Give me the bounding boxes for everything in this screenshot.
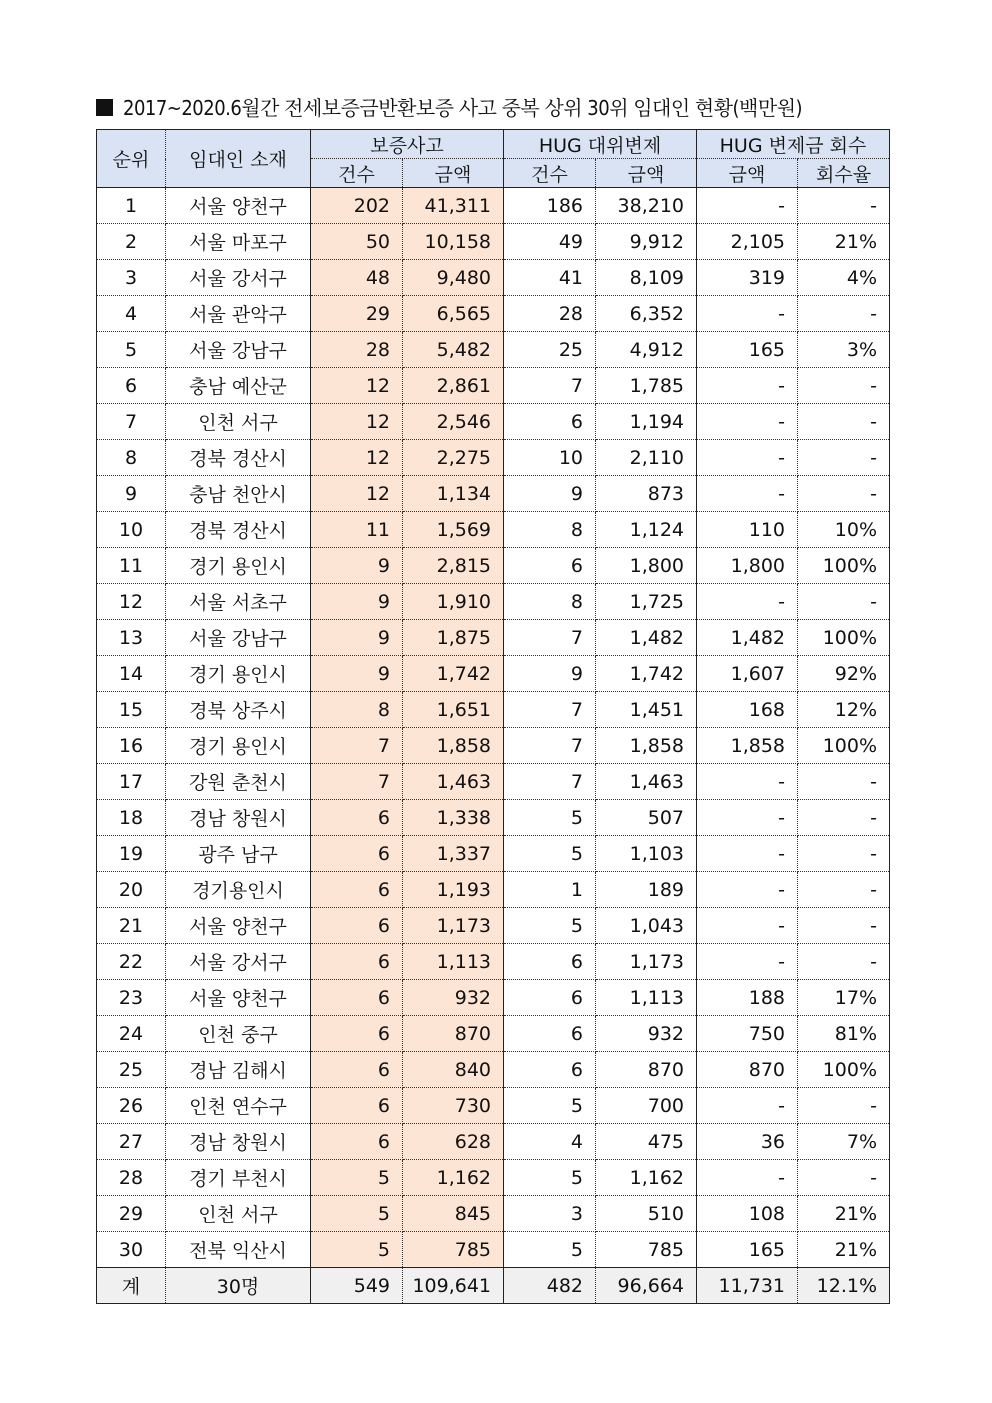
table-row — [97, 1052, 890, 1088]
accident-amount-cell: 1,173 — [403, 908, 504, 944]
hug-count-cell: 6 — [504, 404, 596, 440]
hug-amount-cell: 1,800 — [596, 548, 697, 584]
table-row — [97, 1196, 890, 1232]
rank-cell: 27 — [97, 1124, 166, 1160]
recover-rate-cell: 21% — [798, 1232, 890, 1268]
header-recover-rate: 회수율 — [798, 159, 890, 188]
table-row — [97, 584, 890, 620]
rank-cell: 17 — [97, 764, 166, 800]
recover-rate-cell: 100% — [798, 1052, 890, 1088]
recover-rate-cell: - — [798, 296, 890, 332]
table-row — [97, 728, 890, 764]
hug-count-cell: 6 — [504, 1016, 596, 1052]
table-row — [97, 332, 890, 368]
location-cell: 서울 양천구 — [166, 980, 311, 1016]
recover-rate-cell: - — [798, 404, 890, 440]
header-recover-amount: 금액 — [697, 159, 798, 188]
recover-rate-cell: - — [798, 476, 890, 512]
hug-amount-cell: 1,103 — [596, 836, 697, 872]
landlord-accident-table — [96, 129, 890, 1304]
accident-count-cell: 6 — [311, 836, 403, 872]
hug-count-cell: 3 — [504, 1196, 596, 1232]
hug-count-cell: 6 — [504, 944, 596, 980]
header-hug-amount: 금액 — [596, 159, 697, 188]
hug-count-cell: 9 — [504, 656, 596, 692]
header-rank: 순위 — [97, 130, 166, 188]
recover-amount-cell: - — [697, 800, 798, 836]
location-cell: 서울 양천구 — [166, 908, 311, 944]
hug-amount-cell: 2,110 — [596, 440, 697, 476]
recover-amount-cell: 36 — [697, 1124, 798, 1160]
recover-rate-cell: - — [798, 368, 890, 404]
recover-rate-cell: 92% — [798, 656, 890, 692]
accident-count-cell: 8 — [311, 692, 403, 728]
accident-count-cell: 202 — [311, 188, 403, 224]
recover-amount-cell: - — [697, 944, 798, 980]
location-cell: 경북 상주시 — [166, 692, 311, 728]
square-bullet-icon — [96, 99, 113, 116]
rank-cell: 26 — [97, 1088, 166, 1124]
rank-cell: 1 — [97, 188, 166, 224]
recover-amount-cell: 1,800 — [697, 548, 798, 584]
total-recover-rate-cell: 12.1% — [798, 1268, 890, 1304]
rank-cell: 4 — [97, 296, 166, 332]
recover-rate-cell: - — [798, 584, 890, 620]
rank-cell: 29 — [97, 1196, 166, 1232]
hug-count-cell: 7 — [504, 692, 596, 728]
accident-amount-cell: 932 — [403, 980, 504, 1016]
total-hug-amount-cell: 96,664 — [596, 1268, 697, 1304]
hug-count-cell: 6 — [504, 1052, 596, 1088]
accident-count-cell: 6 — [311, 908, 403, 944]
accident-count-cell: 12 — [311, 404, 403, 440]
hug-count-cell: 186 — [504, 188, 596, 224]
recover-amount-cell: 188 — [697, 980, 798, 1016]
hug-count-cell: 6 — [504, 548, 596, 584]
accident-count-cell: 48 — [311, 260, 403, 296]
location-cell: 경기 부천시 — [166, 1160, 311, 1196]
recover-amount-cell: - — [697, 476, 798, 512]
accident-amount-cell: 1,162 — [403, 1160, 504, 1196]
location-cell: 인천 서구 — [166, 1196, 311, 1232]
accident-count-cell: 9 — [311, 584, 403, 620]
location-cell: 인천 연수구 — [166, 1088, 311, 1124]
recover-rate-cell: 81% — [798, 1016, 890, 1052]
recover-amount-cell: - — [697, 764, 798, 800]
hug-amount-cell: 873 — [596, 476, 697, 512]
rank-cell: 15 — [97, 692, 166, 728]
location-cell: 서울 관악구 — [166, 296, 311, 332]
accident-count-cell: 11 — [311, 512, 403, 548]
hug-amount-cell: 510 — [596, 1196, 697, 1232]
rank-cell: 9 — [97, 476, 166, 512]
accident-amount-cell: 628 — [403, 1124, 504, 1160]
hug-count-cell: 9 — [504, 476, 596, 512]
recover-amount-cell: 165 — [697, 1232, 798, 1268]
accident-count-cell: 5 — [311, 1232, 403, 1268]
hug-amount-cell: 6,352 — [596, 296, 697, 332]
recover-amount-cell: - — [697, 440, 798, 476]
recover-amount-cell: - — [697, 584, 798, 620]
recover-rate-cell: - — [798, 908, 890, 944]
location-cell: 경기 용인시 — [166, 656, 311, 692]
recover-rate-cell: - — [798, 188, 890, 224]
recover-amount-cell: 1,607 — [697, 656, 798, 692]
recover-amount-cell: - — [697, 1088, 798, 1124]
recover-amount-cell: 1,858 — [697, 728, 798, 764]
recover-amount-cell: - — [697, 872, 798, 908]
header-group-accident: 보증사고 — [311, 130, 504, 159]
header-accident-amount: 금액 — [403, 159, 504, 188]
accident-amount-cell: 1,858 — [403, 728, 504, 764]
accident-count-cell: 6 — [311, 980, 403, 1016]
recover-rate-cell: - — [798, 872, 890, 908]
accident-amount-cell: 1,463 — [403, 764, 504, 800]
table-row — [97, 440, 890, 476]
table-row — [97, 836, 890, 872]
recover-rate-cell: 7% — [798, 1124, 890, 1160]
accident-amount-cell: 2,861 — [403, 368, 504, 404]
rank-cell: 22 — [97, 944, 166, 980]
hug-amount-cell: 1,785 — [596, 368, 697, 404]
hug-count-cell: 6 — [504, 980, 596, 1016]
location-cell: 서울 강남구 — [166, 332, 311, 368]
recover-rate-cell: - — [798, 1088, 890, 1124]
hug-amount-cell: 785 — [596, 1232, 697, 1268]
table-row — [97, 1232, 890, 1268]
hug-amount-cell: 1,043 — [596, 908, 697, 944]
hug-count-cell: 5 — [504, 800, 596, 836]
location-cell: 경남 창원시 — [166, 800, 311, 836]
table-row — [97, 260, 890, 296]
accident-amount-cell: 2,546 — [403, 404, 504, 440]
accident-amount-cell: 1,910 — [403, 584, 504, 620]
hug-count-cell: 8 — [504, 584, 596, 620]
total-accident-amount-cell: 109,641 — [403, 1268, 504, 1304]
rank-cell: 20 — [97, 872, 166, 908]
header-group-hug-recover: HUG 변제금 회수 — [697, 130, 890, 159]
accident-count-cell: 6 — [311, 872, 403, 908]
document-title — [96, 92, 802, 121]
accident-amount-cell: 2,815 — [403, 548, 504, 584]
total-hug-count-cell: 482 — [504, 1268, 596, 1304]
location-cell: 인천 서구 — [166, 404, 311, 440]
accident-count-cell: 9 — [311, 620, 403, 656]
hug-amount-cell: 932 — [596, 1016, 697, 1052]
recover-amount-cell: 168 — [697, 692, 798, 728]
header-location: 임대인 소재 — [166, 130, 311, 188]
location-cell: 경북 경산시 — [166, 512, 311, 548]
hug-amount-cell: 507 — [596, 800, 697, 836]
recover-amount-cell: 1,482 — [697, 620, 798, 656]
rank-cell: 19 — [97, 836, 166, 872]
recover-rate-cell: 21% — [798, 1196, 890, 1232]
hug-amount-cell: 1,451 — [596, 692, 697, 728]
accident-amount-cell: 2,275 — [403, 440, 504, 476]
location-cell: 강원 춘천시 — [166, 764, 311, 800]
rank-cell: 25 — [97, 1052, 166, 1088]
table-row — [97, 1016, 890, 1052]
accident-count-cell: 29 — [311, 296, 403, 332]
rank-cell: 13 — [97, 620, 166, 656]
rank-cell: 18 — [97, 800, 166, 836]
total-row — [97, 1268, 890, 1304]
rank-cell: 14 — [97, 656, 166, 692]
hug-amount-cell: 700 — [596, 1088, 697, 1124]
recover-rate-cell: - — [798, 800, 890, 836]
table-row — [97, 764, 890, 800]
location-cell: 서울 양천구 — [166, 188, 311, 224]
recover-amount-cell: - — [697, 368, 798, 404]
accident-amount-cell: 1,569 — [403, 512, 504, 548]
rank-cell: 30 — [97, 1232, 166, 1268]
rank-cell: 11 — [97, 548, 166, 584]
hug-count-cell: 5 — [504, 1160, 596, 1196]
total-location-cell: 30명 — [166, 1268, 311, 1304]
location-cell: 경기 용인시 — [166, 548, 311, 584]
accident-count-cell: 6 — [311, 944, 403, 980]
hug-count-cell: 5 — [504, 1232, 596, 1268]
table-row — [97, 296, 890, 332]
recover-rate-cell: 10% — [798, 512, 890, 548]
rank-cell: 24 — [97, 1016, 166, 1052]
recover-rate-cell: 17% — [798, 980, 890, 1016]
rank-cell: 21 — [97, 908, 166, 944]
rank-cell: 2 — [97, 224, 166, 260]
location-cell: 광주 남구 — [166, 836, 311, 872]
recover-rate-cell: 100% — [798, 548, 890, 584]
accident-amount-cell: 41,311 — [403, 188, 504, 224]
table-header — [97, 130, 890, 188]
total-rank-cell: 계 — [97, 1268, 166, 1304]
hug-amount-cell: 9,912 — [596, 224, 697, 260]
hug-count-cell: 5 — [504, 1088, 596, 1124]
recover-rate-cell: 3% — [798, 332, 890, 368]
recover-amount-cell: - — [697, 1160, 798, 1196]
accident-amount-cell: 840 — [403, 1052, 504, 1088]
recover-amount-cell: - — [697, 908, 798, 944]
recover-amount-cell: - — [697, 404, 798, 440]
hug-amount-cell: 1,113 — [596, 980, 697, 1016]
table-body — [97, 188, 890, 1304]
location-cell: 경기 용인시 — [166, 728, 311, 764]
recover-amount-cell: 165 — [697, 332, 798, 368]
accident-amount-cell: 1,875 — [403, 620, 504, 656]
recover-amount-cell: 750 — [697, 1016, 798, 1052]
accident-amount-cell: 1,337 — [403, 836, 504, 872]
table-row — [97, 692, 890, 728]
hug-amount-cell: 1,194 — [596, 404, 697, 440]
hug-amount-cell: 870 — [596, 1052, 697, 1088]
accident-amount-cell: 870 — [403, 1016, 504, 1052]
recover-rate-cell: 4% — [798, 260, 890, 296]
table-row — [97, 1124, 890, 1160]
location-cell: 서울 강서구 — [166, 260, 311, 296]
hug-count-cell: 7 — [504, 764, 596, 800]
rank-cell: 28 — [97, 1160, 166, 1196]
accident-amount-cell: 10,158 — [403, 224, 504, 260]
hug-count-cell: 7 — [504, 728, 596, 764]
table-row — [97, 872, 890, 908]
hug-count-cell: 41 — [504, 260, 596, 296]
accident-amount-cell: 9,480 — [403, 260, 504, 296]
accident-count-cell: 28 — [311, 332, 403, 368]
accident-count-cell: 7 — [311, 728, 403, 764]
accident-count-cell: 6 — [311, 1124, 403, 1160]
location-cell: 서울 마포구 — [166, 224, 311, 260]
hug-count-cell: 1 — [504, 872, 596, 908]
accident-amount-cell: 785 — [403, 1232, 504, 1268]
location-cell: 충남 천안시 — [166, 476, 311, 512]
table-row — [97, 944, 890, 980]
accident-amount-cell: 1,134 — [403, 476, 504, 512]
accident-amount-cell: 1,742 — [403, 656, 504, 692]
recover-rate-cell: - — [798, 1160, 890, 1196]
hug-amount-cell: 189 — [596, 872, 697, 908]
accident-count-cell: 7 — [311, 764, 403, 800]
recover-rate-cell: - — [798, 764, 890, 800]
recover-amount-cell: - — [697, 296, 798, 332]
accident-amount-cell: 845 — [403, 1196, 504, 1232]
location-cell: 서울 서초구 — [166, 584, 311, 620]
accident-count-cell: 6 — [311, 1016, 403, 1052]
rank-cell: 6 — [97, 368, 166, 404]
location-cell: 경기용인시 — [166, 872, 311, 908]
recover-rate-cell: 12% — [798, 692, 890, 728]
location-cell: 서울 강남구 — [166, 620, 311, 656]
rank-cell: 5 — [97, 332, 166, 368]
location-cell: 전북 익산시 — [166, 1232, 311, 1268]
recover-amount-cell: 110 — [697, 512, 798, 548]
hug-amount-cell: 1,463 — [596, 764, 697, 800]
table-row — [97, 620, 890, 656]
table-row — [97, 188, 890, 224]
location-cell: 서울 강서구 — [166, 944, 311, 980]
hug-amount-cell: 4,912 — [596, 332, 697, 368]
rank-cell: 16 — [97, 728, 166, 764]
header-hug-count: 건수 — [504, 159, 596, 188]
table-row — [97, 368, 890, 404]
rank-cell: 8 — [97, 440, 166, 476]
table-row — [97, 980, 890, 1016]
recover-amount-cell: - — [697, 836, 798, 872]
recover-amount-cell: - — [697, 188, 798, 224]
hug-amount-cell: 38,210 — [596, 188, 697, 224]
hug-count-cell: 25 — [504, 332, 596, 368]
location-cell: 경남 김해시 — [166, 1052, 311, 1088]
recover-amount-cell: 108 — [697, 1196, 798, 1232]
hug-count-cell: 7 — [504, 368, 596, 404]
location-cell: 경남 창원시 — [166, 1124, 311, 1160]
hug-count-cell: 49 — [504, 224, 596, 260]
recover-rate-cell: 100% — [798, 728, 890, 764]
accident-count-cell: 6 — [311, 800, 403, 836]
hug-amount-cell: 1,725 — [596, 584, 697, 620]
hug-count-cell: 7 — [504, 620, 596, 656]
hug-count-cell: 8 — [504, 512, 596, 548]
location-cell: 경북 경산시 — [166, 440, 311, 476]
total-recover-amount-cell: 11,731 — [697, 1268, 798, 1304]
accident-count-cell: 6 — [311, 1088, 403, 1124]
location-cell: 인천 중구 — [166, 1016, 311, 1052]
hug-amount-cell: 1,124 — [596, 512, 697, 548]
accident-amount-cell: 1,113 — [403, 944, 504, 980]
recover-amount-cell: 319 — [697, 260, 798, 296]
table-row — [97, 512, 890, 548]
accident-count-cell: 12 — [311, 440, 403, 476]
rank-cell: 10 — [97, 512, 166, 548]
table-row — [97, 800, 890, 836]
accident-amount-cell: 5,482 — [403, 332, 504, 368]
accident-amount-cell: 1,193 — [403, 872, 504, 908]
header-accident-count: 건수 — [311, 159, 403, 188]
location-cell: 충남 예산군 — [166, 368, 311, 404]
accident-amount-cell: 6,565 — [403, 296, 504, 332]
recover-rate-cell: 21% — [798, 224, 890, 260]
table-row — [97, 1160, 890, 1196]
accident-count-cell: 9 — [311, 548, 403, 584]
recover-amount-cell: 2,105 — [697, 224, 798, 260]
rank-cell: 7 — [97, 404, 166, 440]
accident-count-cell: 5 — [311, 1196, 403, 1232]
hug-amount-cell: 1,173 — [596, 944, 697, 980]
recover-rate-cell: - — [798, 440, 890, 476]
hug-amount-cell: 8,109 — [596, 260, 697, 296]
accident-amount-cell: 1,338 — [403, 800, 504, 836]
rank-cell: 12 — [97, 584, 166, 620]
accident-count-cell: 9 — [311, 656, 403, 692]
recover-rate-cell: - — [798, 836, 890, 872]
accident-amount-cell: 1,651 — [403, 692, 504, 728]
table-row — [97, 1088, 890, 1124]
hug-count-cell: 5 — [504, 908, 596, 944]
hug-count-cell: 5 — [504, 836, 596, 872]
accident-count-cell: 5 — [311, 1160, 403, 1196]
table-row — [97, 908, 890, 944]
table-row — [97, 404, 890, 440]
rank-cell: 3 — [97, 260, 166, 296]
table-row — [97, 548, 890, 584]
accident-amount-cell: 730 — [403, 1088, 504, 1124]
hug-count-cell: 4 — [504, 1124, 596, 1160]
hug-amount-cell: 475 — [596, 1124, 697, 1160]
accident-count-cell: 12 — [311, 476, 403, 512]
hug-count-cell: 10 — [504, 440, 596, 476]
hug-count-cell: 28 — [504, 296, 596, 332]
header-group-hug-pay: HUG 대위변제 — [504, 130, 697, 159]
table-row — [97, 476, 890, 512]
accident-count-cell: 6 — [311, 1052, 403, 1088]
table-row — [97, 224, 890, 260]
rank-cell: 23 — [97, 980, 166, 1016]
title-text: 2017~2020.6월간 전세보증금반환보증 사고 중복 상위 30위 임대인 현황(백만원) — [123, 96, 803, 120]
table-row — [97, 656, 890, 692]
recover-rate-cell: 100% — [798, 620, 890, 656]
accident-count-cell: 12 — [311, 368, 403, 404]
hug-amount-cell: 1,858 — [596, 728, 697, 764]
recover-rate-cell: - — [798, 944, 890, 980]
total-accident-count-cell: 549 — [311, 1268, 403, 1304]
hug-amount-cell: 1,162 — [596, 1160, 697, 1196]
accident-count-cell: 50 — [311, 224, 403, 260]
hug-amount-cell: 1,742 — [596, 656, 697, 692]
recover-amount-cell: 870 — [697, 1052, 798, 1088]
hug-amount-cell: 1,482 — [596, 620, 697, 656]
